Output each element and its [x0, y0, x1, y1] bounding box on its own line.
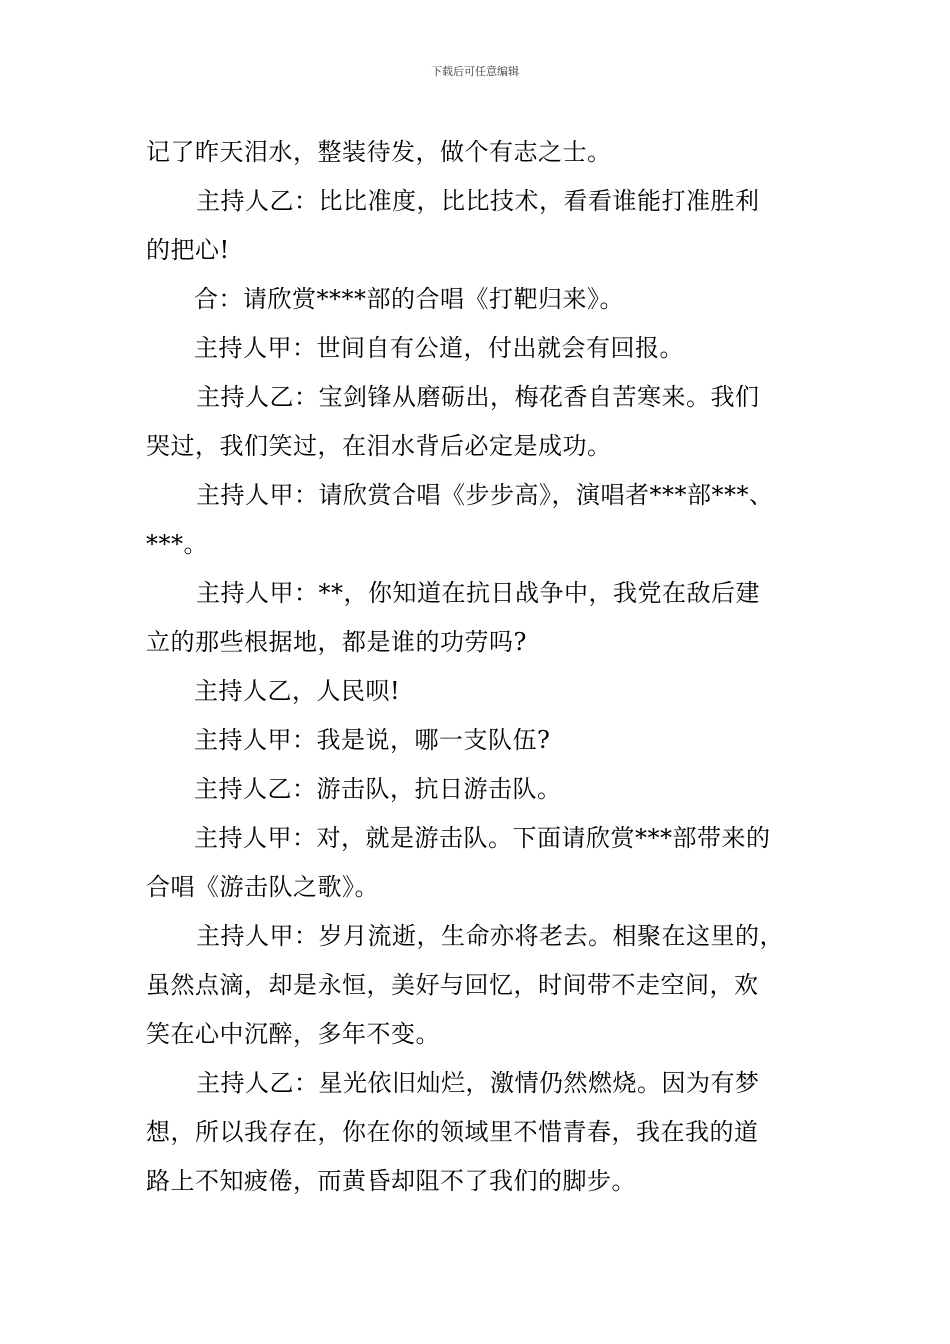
text-line: 路上不知疲倦，而黄昏却阻不了我们的脚步。 [146, 1167, 636, 1195]
text-line: 记了昨天泪水，整装待发，做个有志之士。 [146, 138, 612, 166]
text-line: 主持人乙：游击队，抗日游击队。 [194, 775, 562, 803]
document-body [146, 128, 826, 1206]
text-line: 主持人乙，人民呗! [194, 677, 401, 705]
paragraph [146, 814, 826, 912]
text-line: 合唱《游击队之歌》。 [146, 873, 379, 901]
paragraph [146, 765, 826, 814]
text-line: 主持人甲：我是说，哪一支队伍? [194, 726, 551, 754]
text-line: 合：请欣赏****部的合唱《打靶归来》。 [194, 285, 624, 313]
text-line: 想，所以我存在，你在你的领域里不惜青春，我在我的道 [146, 1118, 759, 1146]
text-line: 主持人甲：对，就是游击队。下面请欣赏***部带来的 [194, 824, 771, 852]
text-line: 主持人甲：岁月流逝，生命亦将老去。相聚在这里的， [196, 922, 784, 950]
paragraph [146, 128, 826, 177]
text-line: 主持人乙：宝剑锋从磨砺出，梅花香自苦寒来。我们 [196, 383, 760, 411]
paragraph [146, 275, 826, 324]
text-line: 主持人甲：请欣赏合唱《步步高》，演唱者***部***、 [196, 481, 774, 509]
text-line: ***。 [146, 530, 208, 558]
page-header: 下载后可任意编辑 [431, 65, 519, 78]
text-line: 哭过，我们笑过，在泪水背后必定是成功。 [146, 432, 612, 460]
paragraph [146, 667, 826, 716]
text-line: 立的那些根据地，都是谁的功劳吗? [146, 628, 527, 656]
text-line: 主持人甲：**，你知道在抗日战争中，我党在敌后建 [196, 579, 760, 607]
paragraph [146, 569, 826, 667]
paragraph [146, 912, 826, 1059]
paragraph [146, 373, 826, 471]
text-line: 主持人乙：星光依旧灿烂，激情仍然燃烧。因为有梦 [196, 1069, 760, 1097]
paragraph [146, 324, 826, 373]
paragraph [146, 716, 826, 765]
text-line: 主持人甲：世间自有公道，付出就会有回报。 [194, 334, 684, 362]
paragraph [146, 471, 826, 569]
text-line: 的把心! [146, 236, 230, 264]
text-line: 虽然点滴，却是永恒，美好与回忆，时间带不走空间，欢 [146, 971, 759, 999]
text-line: 主持人乙：比比准度，比比技术，看看谁能打准胜利 [196, 187, 760, 215]
paragraph [146, 1059, 826, 1206]
text-line: 笑在心中沉醉，多年不变。 [146, 1020, 440, 1048]
paragraph [146, 177, 826, 275]
